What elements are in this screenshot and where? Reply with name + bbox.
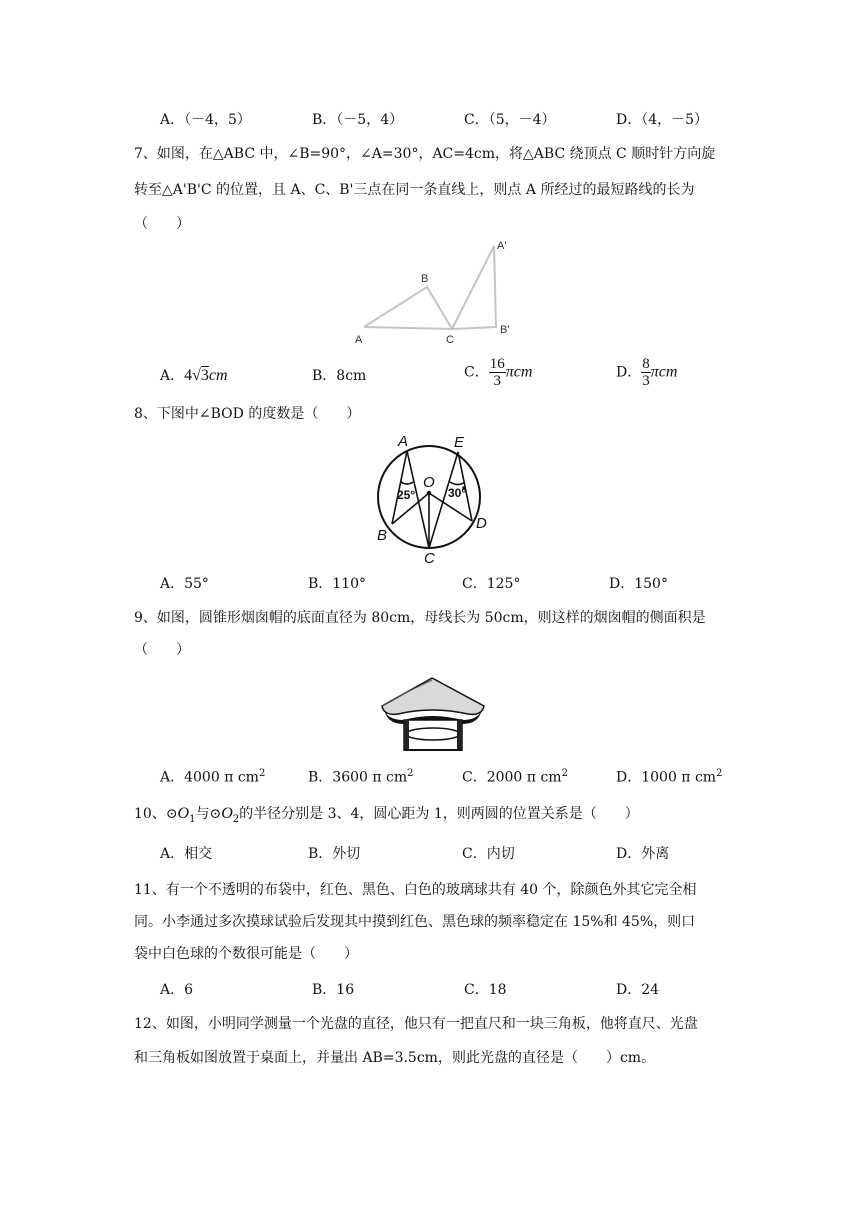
q7-stem-line3: （ ）	[134, 216, 190, 232]
q10-tail: 的半径分别是 3、4，圆心距为 1，则两圆的位置关系是（ ）	[239, 806, 639, 822]
q11-stem-line1: 11、有一个不透明的布袋中，红色、黑色、白色的玻璃球共有 40 个，除颜色外其它完全相	[134, 882, 697, 898]
q10-option-a: A．相交	[160, 846, 213, 862]
q7-option-a-unit: cm	[208, 367, 228, 384]
q8-angle-30: 30°	[448, 486, 467, 500]
q7-triangle-abc	[364, 287, 452, 329]
q9-chimney-cap-figure	[376, 676, 486, 754]
q9-stem-line1: 9、如图，圆锥形烟囱帽的底面直径为 80cm，母线长为 50cm，则这样的烟囱帽的侧面积是	[134, 610, 706, 626]
q8-label-o: O	[423, 474, 435, 491]
q7-label-b-prime: B'	[500, 324, 510, 336]
q8-label-e: E	[454, 434, 465, 451]
q7-option-b: B．8cm	[312, 368, 367, 384]
q10-option-d: D．外离	[616, 846, 670, 862]
q6-option-a: A．（－4，5）	[160, 112, 251, 128]
q6-option-c: C．（5，－4）	[464, 112, 556, 128]
q12-stem-line1: 12、如图，小明同学测量一个光盘的直径，他只有一把直尺和一块三角板，他将直尺、光盘	[134, 1016, 698, 1032]
q9-option-b-text: B．3600 π cm	[308, 769, 408, 786]
q8-label-c: C	[424, 550, 435, 567]
q10-mid: 与⊙	[195, 806, 222, 822]
q7-option-c-denominator: 3	[493, 373, 501, 389]
q7-label-b: B	[421, 273, 429, 285]
q7-label-a-prime: A'	[497, 240, 507, 252]
q9-option-d-text: D．1000 π cm	[616, 769, 717, 786]
q7-option-a-radicand: 3	[200, 367, 209, 384]
q9-option-c-text: C．2000 π cm	[462, 769, 562, 786]
q7-option-a	[160, 366, 228, 386]
q10-sub-1: 1	[189, 813, 196, 825]
q9-option-a	[160, 764, 265, 788]
q7-option-d-fraction	[641, 356, 651, 389]
q7-option-a-coef: 4	[184, 367, 193, 384]
q10-circle-o2: O	[221, 805, 233, 822]
q8-stem: 8、下图中∠BOD 的度数是（ ）	[134, 406, 361, 422]
sqrt-icon: √	[192, 367, 201, 384]
q8-label-d: D	[476, 515, 487, 532]
q8-center-point	[427, 491, 431, 495]
q9-option-a-text: A．4000 π cm	[160, 769, 259, 786]
q11-option-c: C．18	[464, 982, 507, 998]
q9-option-d	[616, 764, 722, 788]
q8-option-d: D．150°	[609, 576, 668, 592]
q7-option-d	[616, 356, 677, 389]
q9-option-c	[462, 764, 568, 788]
q9-option-c-exponent: 2	[561, 768, 568, 779]
q10-sub-2: 2	[232, 813, 240, 825]
q8-option-a: A．55°	[160, 576, 209, 592]
q9-option-b	[308, 764, 414, 788]
q9-option-d-exponent: 2	[716, 768, 723, 779]
q7-option-d-unit: πcm	[650, 363, 678, 381]
q7-rotation-figure	[340, 232, 530, 350]
q11-option-b: B．16	[312, 982, 355, 998]
q7-option-c-fraction	[489, 356, 506, 389]
q10-option-b: B．外切	[308, 846, 361, 862]
q9-option-b-exponent: 2	[407, 768, 414, 779]
q10-prefix: 10、⊙	[134, 806, 178, 822]
q12-stem-line2: 和三角板如图放置于桌面上，并量出 AB=3.5cm，则此光盘的直径是（ ）cm。	[134, 1050, 656, 1066]
q8-label-b: B	[377, 527, 388, 544]
q7-stem-line2: 转至△A'B'C 的位置，且 A、C、B'三点在同一条直线上，则点 A 所经过的最短路线的长为	[134, 182, 695, 198]
q7-option-d-denominator: 3	[642, 373, 650, 389]
q11-stem-line2: 同。小李通过多次摸球试验后发现其中摸到红色、黑色球的频率稳定在 15%和 45%，则口	[134, 914, 696, 930]
q7-triangle-a2b2c	[452, 246, 496, 329]
q8-circle-figure	[368, 430, 498, 568]
q10-option-c: C．内切	[462, 846, 515, 862]
q7-option-d-numerator: 8	[642, 356, 650, 372]
q7-option-d-prefix: D．	[616, 364, 642, 381]
q6-option-b: B．（－5，4）	[312, 112, 404, 128]
q11-option-a: A．6	[160, 982, 194, 998]
q6-option-d: D．（4，－5）	[616, 112, 709, 128]
q11-option-d: D．24	[616, 982, 660, 998]
q7-option-a-prefix: A．	[160, 368, 185, 384]
q8-angle-25: 25°	[397, 488, 416, 502]
q11-stem-line3: 袋中白色球的个数很可能是（ ）	[134, 946, 358, 962]
q9-option-a-exponent: 2	[258, 768, 266, 779]
q7-option-c-prefix: C．	[464, 364, 489, 381]
q7-stem-line1: 7、如图，在△ABC 中，∠B=90°，∠A=30°，AC=4cm，将△ABC 绕顶点 C 顺时针方向旋	[134, 146, 716, 162]
q7-option-c	[464, 356, 532, 389]
q8-label-a: A	[398, 433, 409, 450]
q9-stem-line2: （ ）	[134, 642, 190, 658]
q7-label-a: A	[355, 334, 363, 346]
q8-option-b: B．110°	[308, 576, 367, 592]
q10-circle-o1: O	[177, 805, 190, 822]
q10-stem	[134, 804, 639, 830]
q7-option-c-unit: πcm	[505, 363, 533, 381]
q7-label-c: C	[446, 334, 454, 346]
q7-option-c-numerator: 16	[489, 356, 505, 372]
q8-option-c: C．125°	[462, 576, 521, 592]
